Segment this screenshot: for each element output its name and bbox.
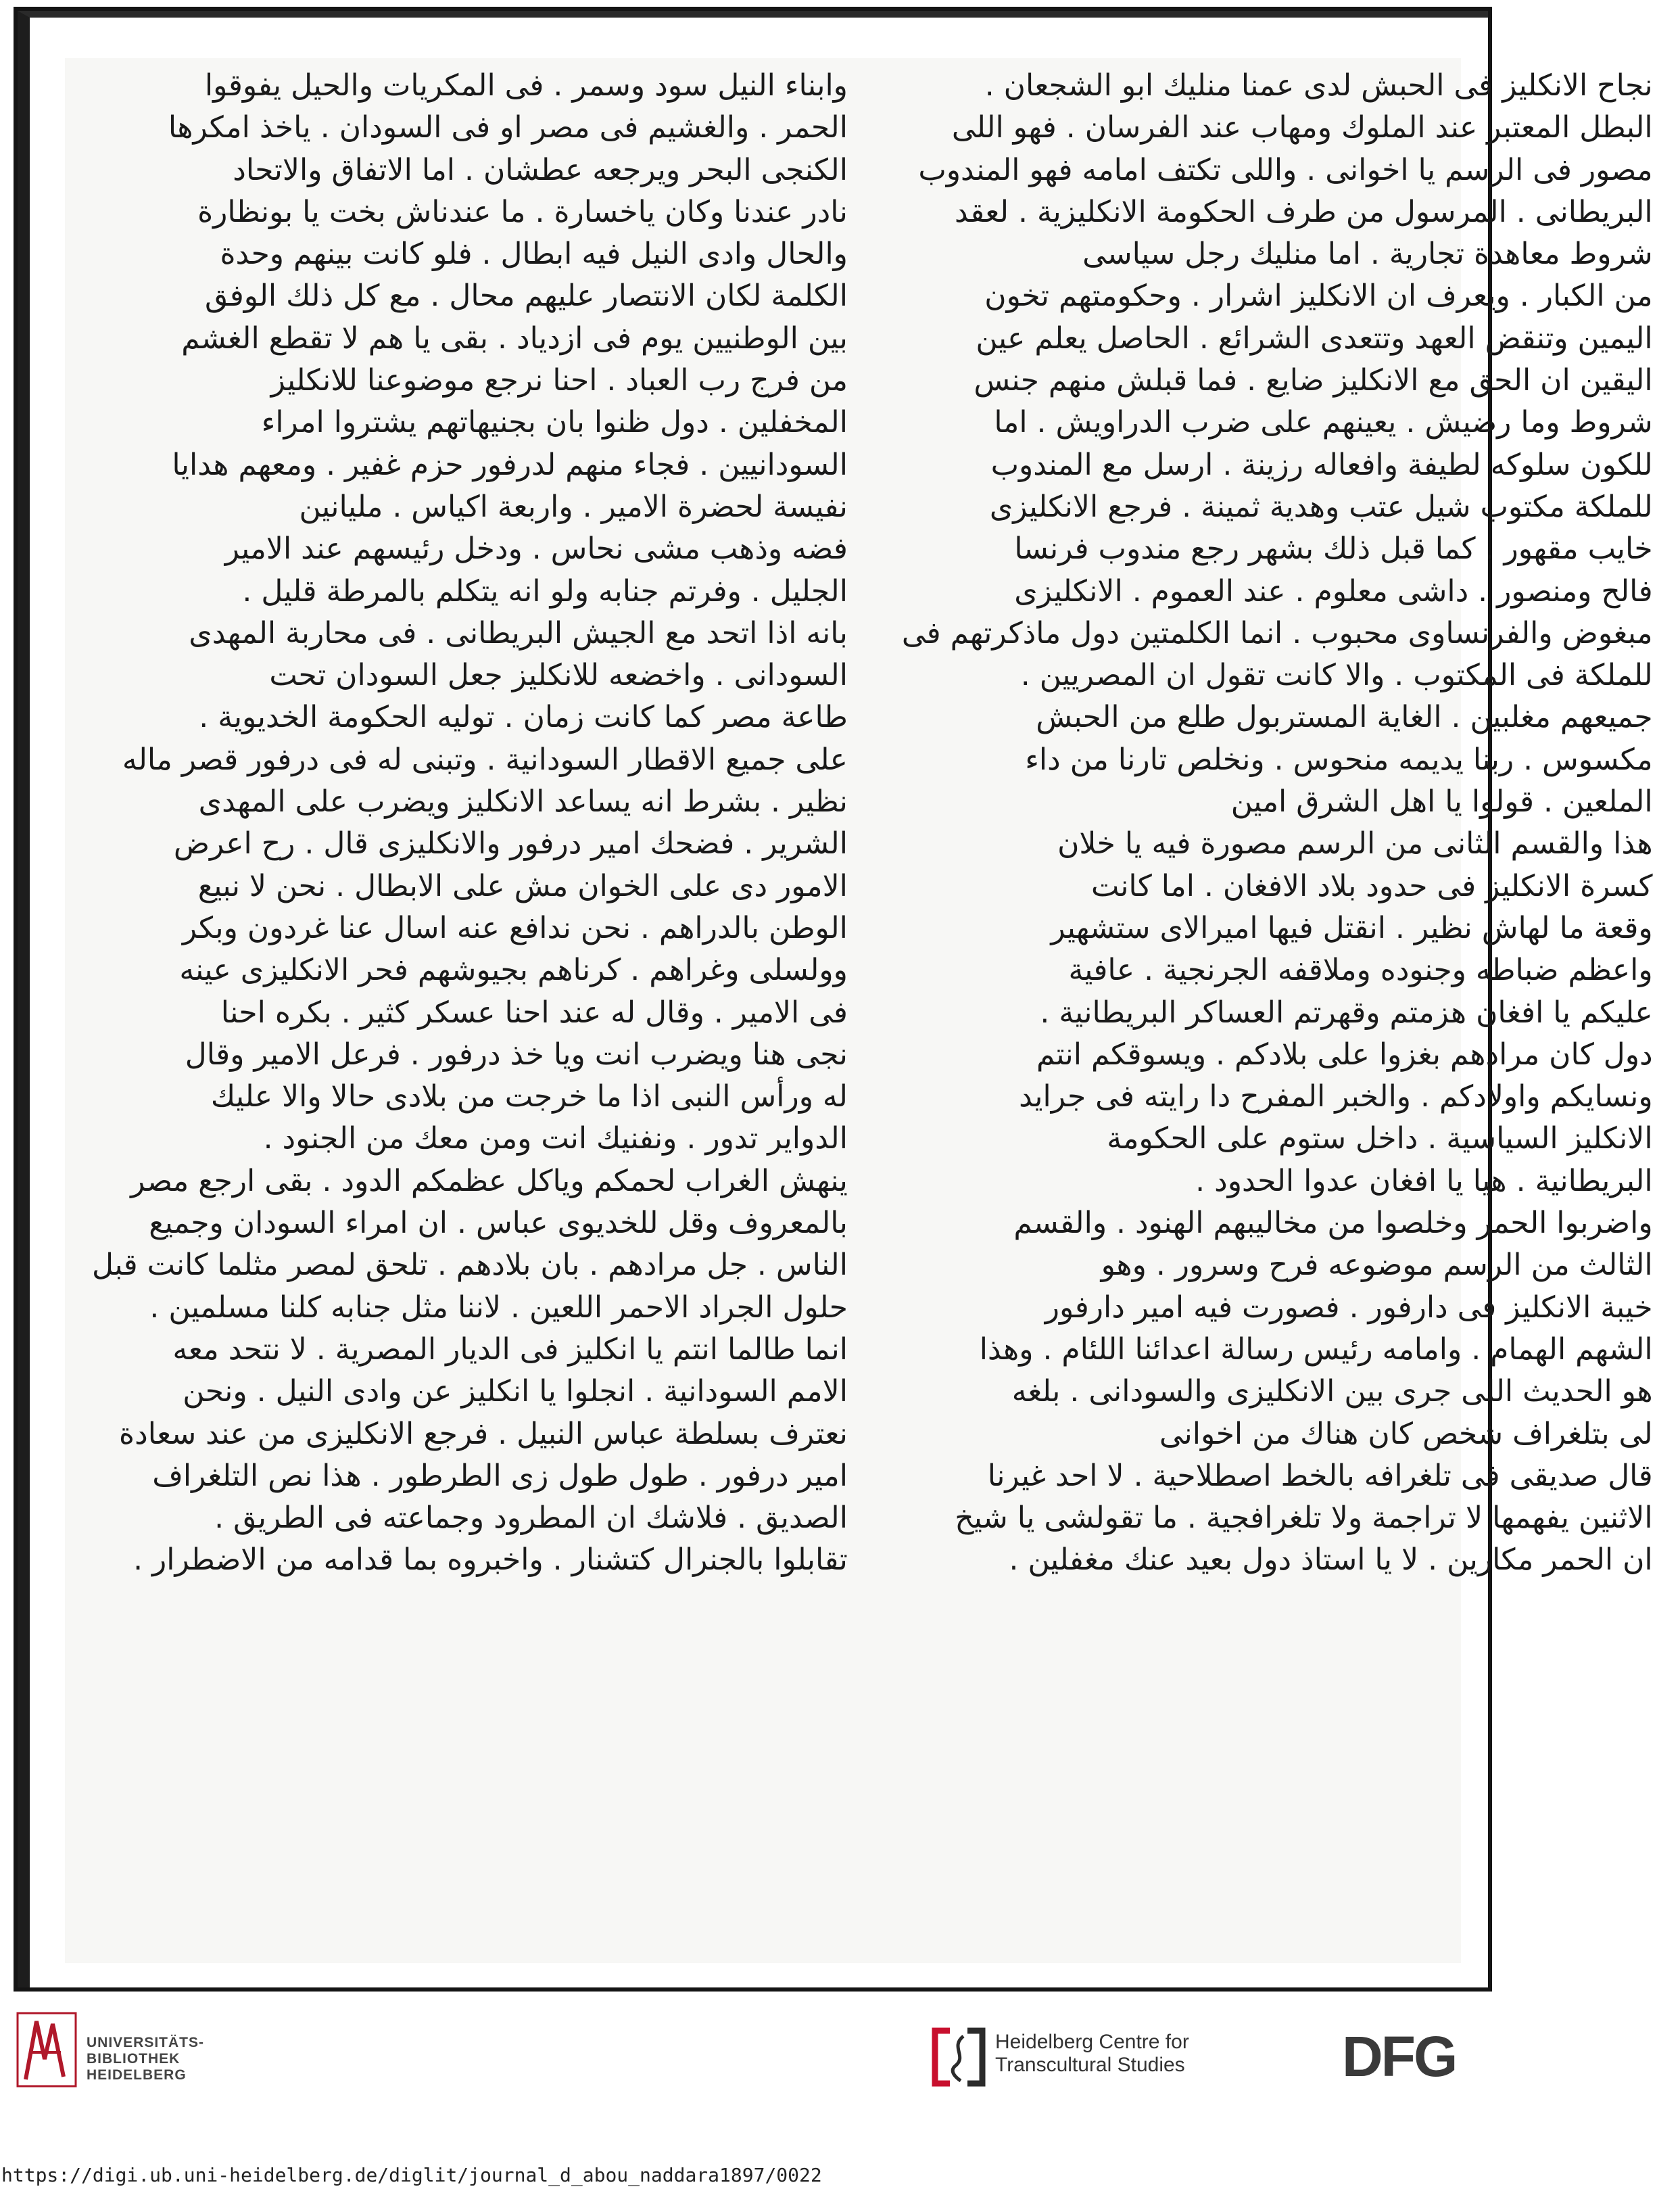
text-line: دول كان مرادهم بغزوا على بلادكم . ويسوقكم انتم: [1036, 1037, 1653, 1072]
library-name[interactable]: [87, 2035, 204, 2083]
text-line: البريطانى . المرسول من طرف الحكومة الانكليزية . لعقد: [955, 194, 1653, 229]
page-url[interactable]: https://digi.ub.uni-heidelberg.de/diglit/journal_d_abou_naddara1897/0022: [1, 2164, 822, 2186]
text-line: لى بتلغراف شخص كان هناك من اخوانى: [1159, 1416, 1653, 1451]
library-name-line: UNIVERSITÄTS-: [87, 2035, 205, 2050]
text-line: من فرج رب العباد . احنا نرجع موضوعنا للانكليز: [270, 363, 848, 398]
text-line: خيبة الانكليز فى دارفور . فصورت فيه امير دارفور: [1045, 1290, 1653, 1325]
text-line: السودانيين . فجاء منهم لدرفور حزم غفير . ومعهم هدايا: [172, 447, 848, 482]
text-line: مبغوض والفرنساوى محبوب . انما الكلمتين دول ماذكرتهم فى: [901, 615, 1653, 651]
text-line: قال صديقى فى تلغرافه بالخط اصطلاحية . لا احد غيرنا: [987, 1458, 1653, 1493]
text-line: الامم السودانية . انجلوا يا انكليز عن وادى النيل . ونحن: [183, 1374, 848, 1409]
text-line: وابناء النيل سود وسمر . فى المكريات والحيل يفوقوا: [204, 68, 848, 103]
text-line: اليمين وتنقض العهد وتتعدى الشرائع . الحاصل يعلم عين: [976, 321, 1653, 356]
text-line: شروط وما رضيش . يعينهم على ضرب الدراويش . اما: [994, 405, 1653, 440]
text-line: الكنجى البحر ويرجعه عطشان . اما الاتفاق والاتحاد: [233, 152, 848, 187]
article-column-right: [875, 58, 1680, 1963]
text-line: خايب مقهور . كما قبل ذلك بشهر رجع مندوب فرنسا: [1014, 532, 1653, 567]
text-line: نفيسة لحضرة الامير . واربعة اكياس . مليانين: [299, 489, 848, 524]
text-line: الشهم الهمام . وامامه رئيس رسالة اعدائنا اللئام . وهذا: [979, 1332, 1653, 1367]
newspaper-page: [65, 58, 1653, 1963]
text-line: السودانى . واخضعه للانكليز جعل السودان تحت: [269, 658, 848, 693]
text-line: البطل المعتبر عند الملوك ومهاب عند الفرسان . فهو اللى: [951, 110, 1653, 145]
text-line: واعظم ضباطه وجنوده وملاقفه الجرنجية . عافية: [1068, 953, 1653, 988]
text-line: وولسلى وغراهم . كرناهم بجيوشهم فحر الانكليزى عينه: [179, 953, 848, 988]
text-line: الملعين . قولوا يا اهل الشرق امين: [1230, 784, 1653, 820]
text-line: تقابلوا بالجنرال كتشنار . واخبروه بما قدامه من الاضطرار .: [133, 1542, 848, 1578]
text-line: الكلمة لكان الانتصار عليهم محال . مع كل ذلك الوفق: [205, 279, 848, 314]
text-line: الدواير تدور . ونفنيك انت ومن معك من الجنود .: [263, 1121, 848, 1156]
text-line: واضربوا الحمر وخلصوا من مخاليبهم الهنود . والقسم: [1013, 1206, 1653, 1241]
ub-heidelberg-logo-icon[interactable]: [16, 2012, 77, 2088]
text-line: وقعة ما لهاش نظير . انقتل فيها اميرالاى ستشهير: [1051, 910, 1653, 945]
text-line: بانه اذا اتحد مع الجيش البريطانى . فى محاربة المهدى: [189, 615, 848, 651]
text-line: والحال وادى النيل فيه ابطال . فلو كانت بينهم وحدة: [220, 237, 848, 272]
text-line: للملكة فى المكتوب . والا كانت تقول ان المصريين .: [1020, 658, 1653, 693]
text-line: عليكم يا افغان هزمتم وقهرتم العساكر البريطانية .: [1040, 995, 1653, 1030]
text-line: هذا والقسم الثانى من الرسم مصورة فيه يا خلان: [1057, 826, 1653, 862]
text-line: على جميع الاقطار السودانية . وتبنى له فى درفور قصر ماله: [122, 742, 848, 777]
centre-name[interactable]: [995, 2031, 1189, 2077]
text-line: فضه وذهب مشى نحاس . ودخل رئيسهم عند الامير: [224, 532, 848, 567]
text-line: الشرير . فضحك امير درفور والانكليزى قال . رح اعرض: [173, 826, 848, 862]
text-line: مكسوس . ربنا يديمه منحوس . ونخلص تارنا من داء: [1025, 742, 1653, 777]
text-line: جميعهم مغلبين . الغاية المستربول طلع من الحبش: [1036, 700, 1653, 735]
text-line: انما طالما انتم يا انكليز فى الديار المصرية . لا نتحد معه: [172, 1332, 848, 1367]
viewer-footer: [0, 1992, 1506, 2191]
text-line: نعترف بسلطة عباس النبيل . فرجع الانكليزى من عند سعادة: [119, 1416, 848, 1451]
hcts-bracket-logo-icon[interactable]: [930, 2027, 988, 2088]
text-line: الناس . جل مرادهم . بان بلادهم . تلحق لمصر مثلما كانت قبل: [92, 1248, 848, 1283]
text-line: نجى هنا ويضرب انت ويا خذ درفور . فرعل الامير وقال: [185, 1037, 848, 1072]
text-line: اليقين ان الحق مع الانكليز ضايع . فما قبلش منهم جنس: [974, 363, 1653, 398]
text-line: الانكليز السياسية . داخل ستوم على الحكومة: [1107, 1121, 1653, 1156]
text-line: الوطن بالدراهم . نحن ندافع عنه اسال عنا غردون وبكر: [182, 910, 848, 945]
text-line: الامور دى على الخوان مش على الابطال . نحن لا نبيع: [197, 868, 848, 903]
article-column-left: [65, 58, 875, 1963]
centre-name-line: Heidelberg Centre for: [995, 2031, 1189, 2053]
library-name-line: BIBLIOTHEK: [87, 2051, 181, 2067]
text-line: ونسايكم واولادكم . والخبر المفرح دا رايته فى جرايد: [1019, 1079, 1653, 1114]
text-line: بين الوطنيين يوم فى ازدياد . بقى يا هم لا تقطع الغشم: [181, 321, 848, 356]
centre-name-line: Transcultural Studies: [995, 2054, 1185, 2076]
text-line: ينهش الغراب لحمكم وياكل عظمكم الدود . بقى ارجع مصر: [130, 1163, 848, 1198]
text-line: حلول الجراد الاحمر اللعين . لاننا مثل جنابه كلنا مسلمين .: [149, 1290, 848, 1325]
text-line: الصديق . فلاشك ان المطرود وجماعته فى الطريق .: [214, 1501, 848, 1536]
text-line: مصور فى الرسم يا اخوانى . واللى تكتف امامه فهو المندوب: [918, 152, 1653, 187]
library-name-line: HEIDELBERG: [87, 2067, 187, 2083]
text-line: الثالث من الرسم موضوعه فرح وسرور . وهو: [1101, 1248, 1653, 1283]
text-line: شروط معاهدة تجارية . اما منليك رجل سياسى: [1082, 237, 1653, 272]
text-line: نظير . بشرط انه يساعد الانكليز ويضرب على المهدى: [198, 784, 848, 820]
text-line: طاعة مصر كما كانت زمان . توليه الحكومة الخديوية .: [199, 700, 848, 735]
text-line: فالح ومنصور . داشى معلوم . عند العموم . الانكليزى: [1014, 573, 1653, 609]
text-line: امير درفور . طول طول زى الطرطور . هذا نص التلغراف: [152, 1458, 848, 1493]
text-line: نادر عندنا وكان ياخسارة . ما عندناش بخت يا بونظارة: [197, 194, 848, 229]
text-line: الاثنين يفهمها لا تراجمة ولا تلغرافجية . ما تقولشى يا شيخ: [955, 1501, 1653, 1536]
text-line: هو الحديث اللى جرى بين الانكليزى والسودانى . بلغه: [1011, 1374, 1653, 1409]
text-line: للملكة مكتوب شيل عتب وهدية ثمينة . فرجع الانكليزى: [989, 489, 1653, 524]
text-line: له ورأس النبى اذا ما خرجت من بلادى حالا والا عليك: [210, 1079, 848, 1114]
text-line: الجليل . وفرتم جنابه ولو انه يتكلم بالمرطة قليل .: [242, 573, 848, 609]
text-line: البريطانية . هيا يا افغان عدوا الحدود .: [1195, 1163, 1653, 1198]
text-line: المخفلين . دول ظنوا بان بجنيهاتهم يشتروا امراء: [261, 405, 848, 440]
text-line: نجاح الانكليز فى الحبش لدى عمنا منليك ابو الشجعان .: [984, 68, 1653, 103]
text-line: ان الحمر مكارين . لا يا استاذ دول بعيد عنك مغفلين .: [1009, 1542, 1653, 1578]
text-line: بالمعروف وقل للخديوى عباس . ان امراء السودان وجميع: [149, 1206, 848, 1241]
scanned-page-frame: [14, 7, 1653, 1992]
text-line: كسرة الانكليز فى حدود بلاد الافغان . اما كانت: [1090, 868, 1653, 903]
text-line: من الكبار . ويعرف ان الانكليز اشرار . وحكومتهم تخون: [984, 279, 1653, 314]
text-line: فى الامير . وقال له عند احنا عسكر كثير . بكره احنا: [220, 995, 848, 1030]
text-line: للكون سلوكه لطيفة وافعاله رزينة . ارسل مع المندوب: [990, 447, 1653, 482]
text-line: الحمر . والغشيم فى مصر او فى السودان . ياخذ امكرها: [168, 110, 848, 145]
dfg-logo[interactable]: DFG: [1342, 2025, 1456, 2088]
